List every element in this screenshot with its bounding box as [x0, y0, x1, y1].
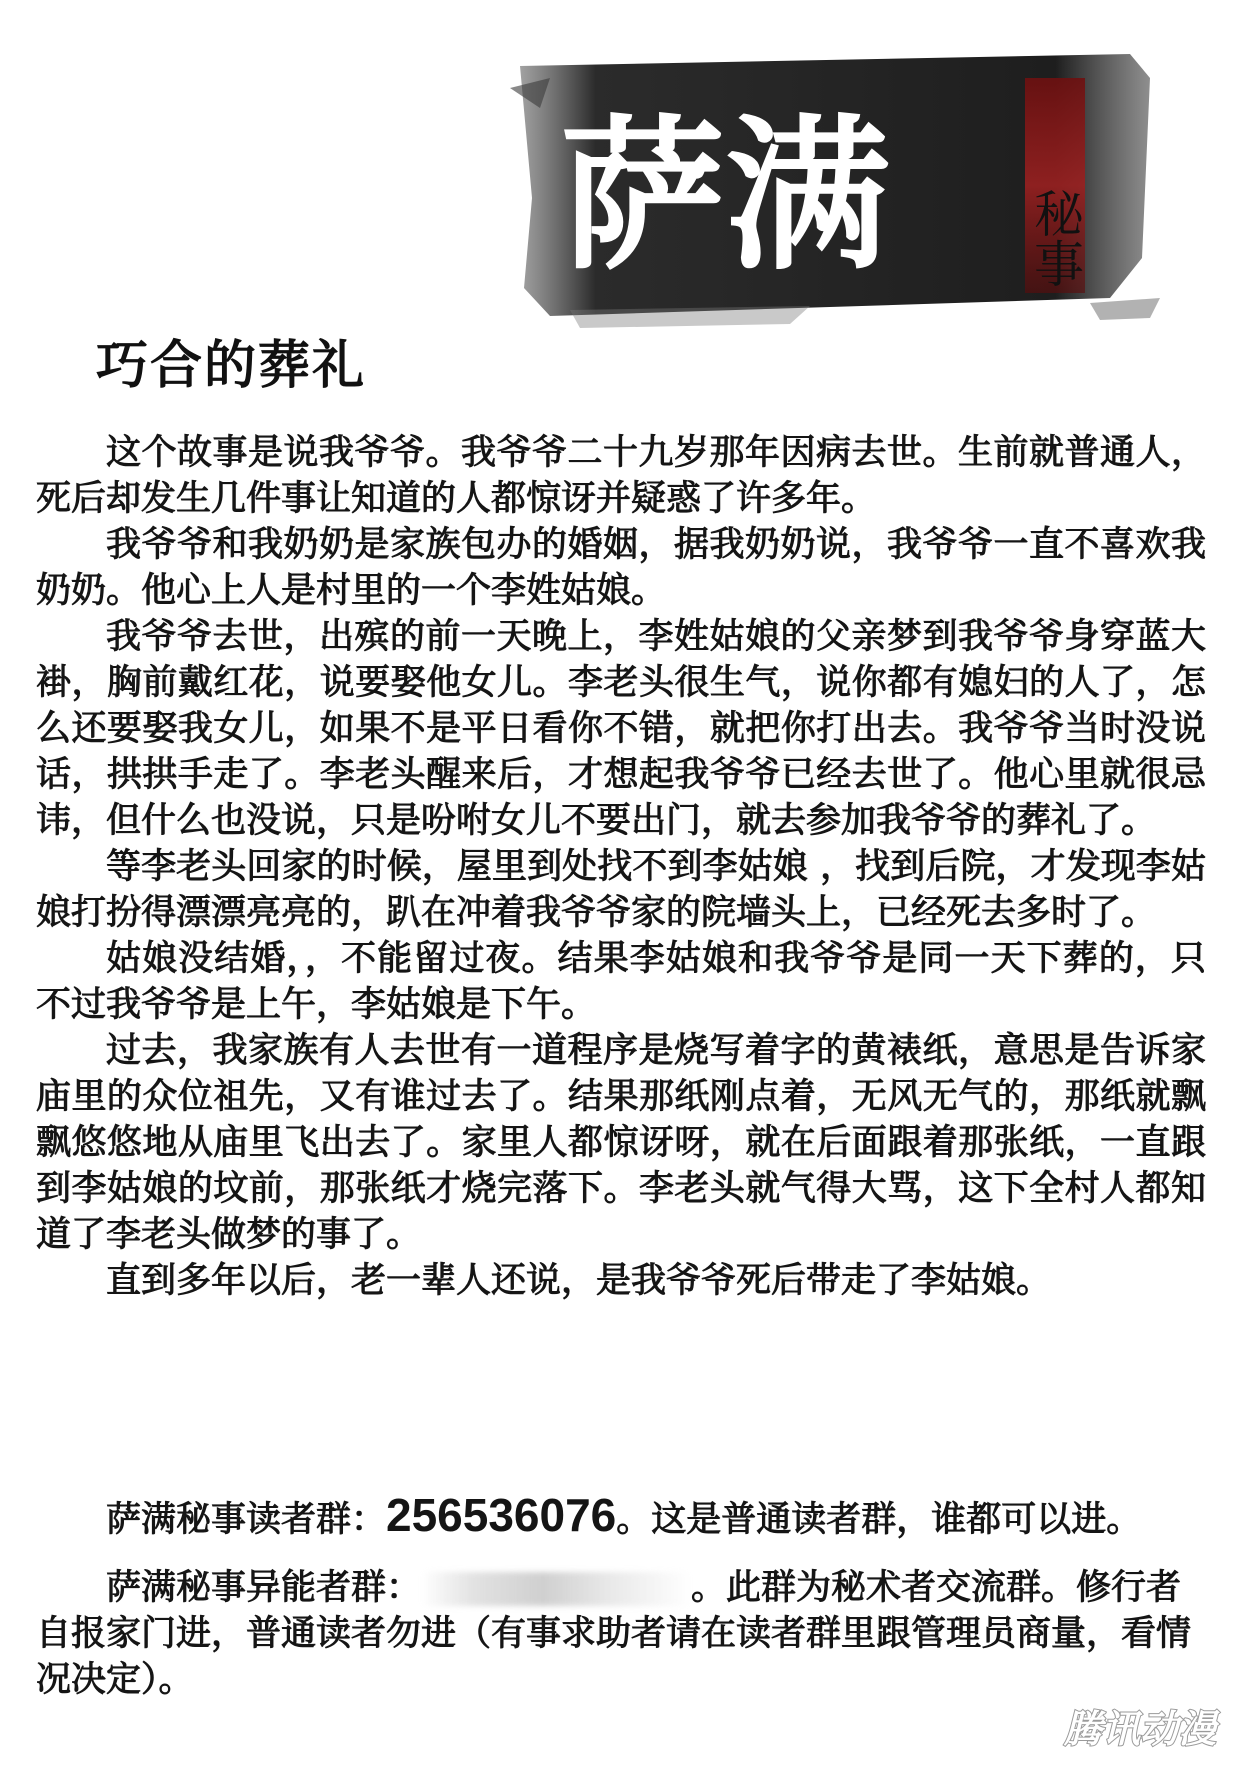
paragraph: 等李老头回家的时候，屋里到处找不到李姑娘 ，找到后院，才发现李姑娘打扮得漂漂亮亮的，趴在冲着我爷爷家的院墙头上，已经死去多时了。 — [36, 847, 1206, 933]
ability-group-note: 。此群为秘术者交流群。修行者自报家门进，普通读者勿进（有事求助者请在读者群里跟管理员商量，看情况决定）。 — [36, 1568, 1192, 1700]
ability-group-label: 萨满秘事异能者群： — [106, 1568, 422, 1608]
logo-banner — [510, 48, 1160, 348]
ability-group-line — [36, 1565, 1206, 1703]
reader-group-note: 。这是普通读者群，谁都可以进。 — [616, 1500, 1142, 1540]
reader-group-line — [36, 1489, 1206, 1543]
paragraph: 姑娘没结婚，，不能留过夜。结果李姑娘和我爷爷是同一天下葬的，只不过我爷爷是上午，李姑娘是下午。 — [36, 939, 1206, 1025]
reader-group-number: 256536076 — [386, 1489, 617, 1541]
paragraph: 我爷爷去世，出殡的前一天晚上，李姓姑娘的父亲梦到我爷爷身穿蓝大褂，胸前戴红花，说要娶他女儿。李老头很生气，说你都有媳妇的人了，怎么还要娶我女儿，如果不是平日看你不错，就把你打出去。我爷爷当时没说话，拱拱手走了。李老头醒来后，才想起我爷爷已经去世了。他心里就很忌讳，但什么也没说，只是吩咐女儿不要出门，就去参加我爷爷的葬礼了。 — [36, 617, 1206, 841]
paragraph: 直到多年以后，老一辈人还说，是我爷爷死后带走了李姑娘。 — [106, 1261, 1052, 1301]
reader-group-label: 萨满秘事读者群： — [106, 1500, 387, 1540]
story-body — [36, 430, 1206, 1304]
blurred-group-number — [421, 1572, 691, 1606]
watermark-text: 腾讯动漫 — [1063, 1707, 1217, 1751]
paragraph: 过去，我家族有人去世有一道程序是烧写着字的黄裱纸，意思是告诉家庙里的众位祖先，又有谁过去了。结果那纸刚点着，无风无气的，那纸就飘飘悠悠地从庙里飞出去了。家里人都惊讶呀，就在后面跟着那张纸，一直跟到李姑娘的坟前，那张纸才烧完落下。李老头就气得大骂，这下全村人都知道了李老头做梦的事了。 — [36, 1031, 1206, 1255]
watermark-logo — [1040, 1700, 1240, 1756]
paragraph: 这个故事是说我爷爷。我爷爷二十九岁那年因病去世。生前就普通人，死后却发生几件事让知道的人都惊讶并疑惑了许多年。 — [36, 433, 1206, 519]
logo-side-text: 秘事 — [1026, 188, 1084, 288]
paragraph: 我爷爷和我奶奶是家族包办的婚姻，据我奶奶说，我爷爷一直不喜欢我奶奶。他心上人是村里的一个李姓姑娘。 — [36, 525, 1206, 611]
group-info — [36, 1489, 1206, 1725]
logo-main-text: 萨满 — [560, 98, 890, 292]
story-title: 巧合的葬礼 — [96, 336, 367, 396]
